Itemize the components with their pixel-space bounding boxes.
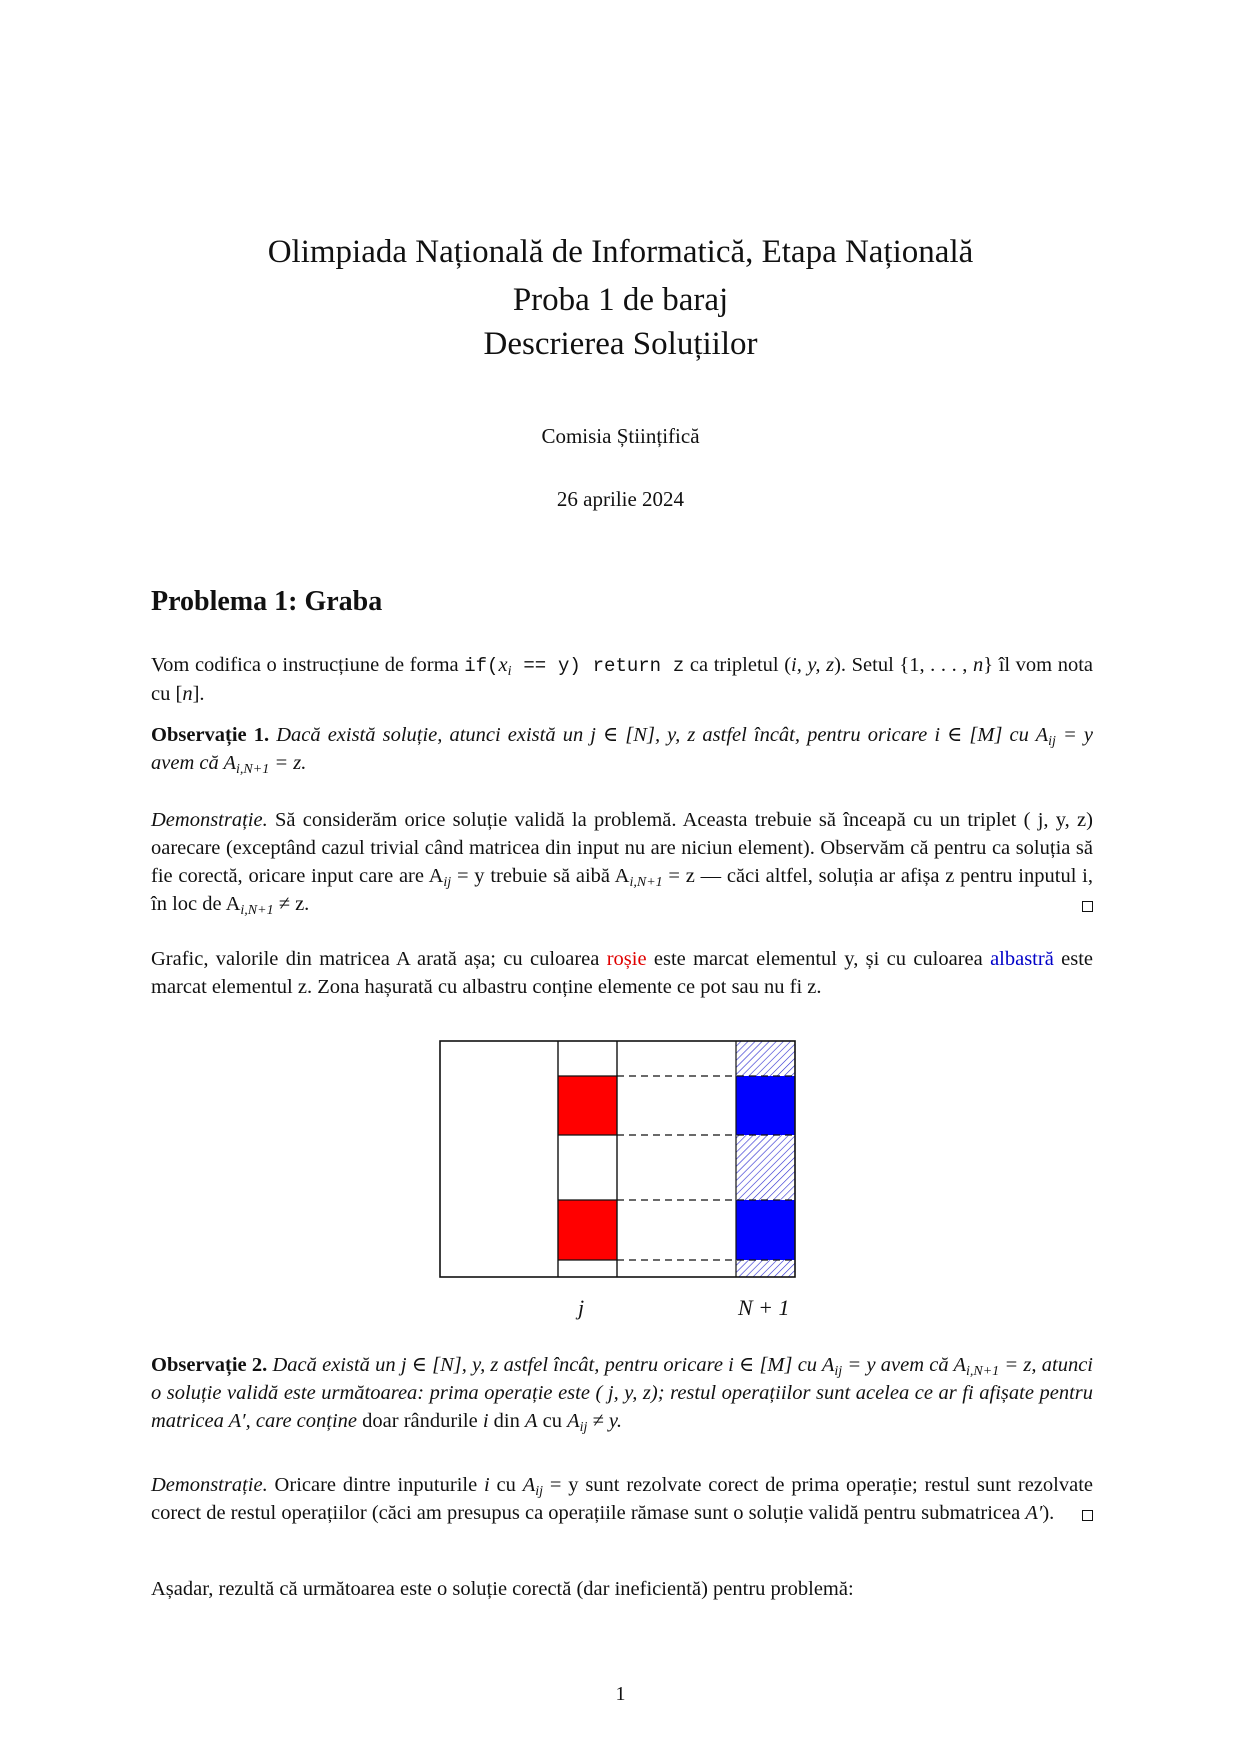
proof-1	[151, 806, 1093, 918]
doc-author: Comisia Științifică	[541, 424, 700, 448]
matrix-figure	[430, 1030, 810, 1330]
paragraph-text: este marcat elementul y, și cu culoarea	[646, 948, 991, 970]
proof-label: Demonstrație.	[151, 1474, 268, 1496]
proof-text: Oricare dintre inputurile	[267, 1474, 485, 1496]
math-var: n	[973, 654, 984, 676]
observation-text: doar rândurile	[357, 1410, 483, 1432]
page-number: 1	[615, 1683, 626, 1705]
observation-text: = y avem că A	[151, 724, 1093, 774]
graphic-paragraph	[151, 945, 1093, 1001]
intro-text: ].	[192, 683, 205, 705]
qed-symbol	[1082, 1510, 1093, 1521]
observation-text: ≠ y.	[587, 1410, 623, 1432]
intro-text: ). Setul {1, . . . ,	[834, 654, 974, 676]
section-heading: Problema 1: Graba	[151, 586, 383, 617]
math-var: A	[524, 1410, 538, 1432]
proof-text: = y sunt rezolvate corect de prima operație; restul sunt rezolvate corect de restul operațiilor (căci am presupus ca operațiile rămase sunt o soluție validă pentru submatricea	[151, 1474, 1093, 1524]
math-subscript: i,N+1	[240, 903, 274, 918]
doc-title-line2: Proba 1 de baraj	[512, 282, 729, 318]
math-subscript: i,N+1	[236, 762, 270, 777]
observation-text: = z, atunci o soluție validă este următoarea: prima operație este ( j, y, z); restul operațiilor sunt acelea ce ar fi afișate pentru matricea A′, care conține	[151, 1354, 1093, 1432]
proof-text: cu	[489, 1474, 523, 1496]
proof-2	[151, 1471, 1093, 1527]
math-var: A	[522, 1474, 536, 1496]
proof-text: ≠ z.	[273, 893, 310, 915]
math-var: i	[484, 1474, 490, 1496]
figure-label-j: j	[578, 1295, 585, 1320]
intro-text: Vom codifica o instrucțiune de forma	[151, 654, 465, 676]
observation-text: din	[488, 1410, 525, 1432]
observation-1	[151, 721, 1093, 777]
qed-symbol	[1082, 901, 1093, 912]
math-subscript: ij	[443, 875, 452, 890]
proof-text: ).	[1042, 1502, 1055, 1524]
intro-paragraph	[151, 651, 1093, 708]
blue-cell-z	[736, 1200, 795, 1260]
doc-date: 26 aprilie 2024	[556, 487, 685, 511]
observation-text: = y avem că A	[842, 1354, 966, 1376]
red-colored-word: roșie	[606, 948, 647, 970]
math-var: i	[482, 1410, 489, 1432]
observation-text: Dacă există un j ∈ [N], y, z astfel încât, pentru oricare i ∈ [M] cu A	[272, 1354, 835, 1376]
red-cell-y	[558, 1200, 617, 1260]
doc-title-line1: Olimpiada Națională de Informatică, Etapa Națională	[267, 234, 974, 270]
intro-text: } îl vom nota cu [	[151, 654, 1093, 705]
math-subscript: i,N+1	[965, 1364, 1000, 1379]
math-subscript: ij	[1048, 734, 1056, 749]
blue-cell-z	[736, 1076, 795, 1135]
code-snippet: == y) return z	[511, 655, 685, 677]
conclusion-paragraph	[151, 1575, 1093, 1603]
blue-colored-word: albastră	[990, 948, 1054, 970]
observation-label: Observație 2.	[151, 1354, 268, 1376]
math-var: A′	[1025, 1502, 1043, 1524]
math-var: n	[182, 683, 193, 705]
math-subscript: ij	[834, 1364, 843, 1379]
figure-label-n-plus-1: N + 1	[738, 1295, 790, 1320]
proof-text: = y trebuie să aibă A	[451, 865, 630, 887]
math-subscript: i,N+1	[629, 875, 663, 890]
observation-label: Observație 1.	[151, 724, 270, 746]
conclusion-text: Așadar, rezultă că următoarea este o soluție corectă (dar ineficientă) pentru problemă:	[151, 1578, 854, 1600]
math-subscript: i	[507, 664, 512, 679]
paragraph-text: este marcat elementul z. Zona hașurată cu albastru conține elemente ce pot sau nu fi z.	[151, 948, 1094, 998]
observation-text: cu	[537, 1410, 568, 1432]
math-subscript: ij	[535, 1484, 544, 1499]
math-subscript: ij	[579, 1420, 588, 1435]
proof-text: = z — căci altfel, soluția ar afișa z pentru inputul i, în loc de A	[151, 865, 1093, 915]
observation-text: Dacă există soluție, atunci există un j ∈ [N], y, z astfel încât, pentru oricare i ∈ [M] cu A	[276, 724, 1049, 746]
observation-2	[151, 1351, 1093, 1435]
math-var: A	[567, 1410, 580, 1432]
math-triplet: i, y, z	[791, 654, 835, 676]
proof-text: Să considerăm orice soluție validă la problemă. Aceasta trebuie să înceapă cu un triplet ( j, y, z) oarecare (exceptând cazul trivial când matricea din input nu are niciun element). Observăm că pentru ca soluția să fie corectă, oricare input care are A	[151, 809, 1093, 887]
paragraph-text: Grafic, valorile din matricea A arată așa; cu culoarea	[151, 948, 607, 970]
intro-text: ca tripletul (	[684, 654, 792, 676]
red-cell-y	[558, 1076, 617, 1135]
doc-title-line3: Descrierea Soluțiilor	[483, 326, 758, 362]
observation-text: = z.	[269, 752, 307, 774]
code-snippet: if(	[464, 655, 499, 677]
math-var: x	[498, 654, 508, 676]
proof-label: Demonstrație.	[151, 809, 268, 831]
